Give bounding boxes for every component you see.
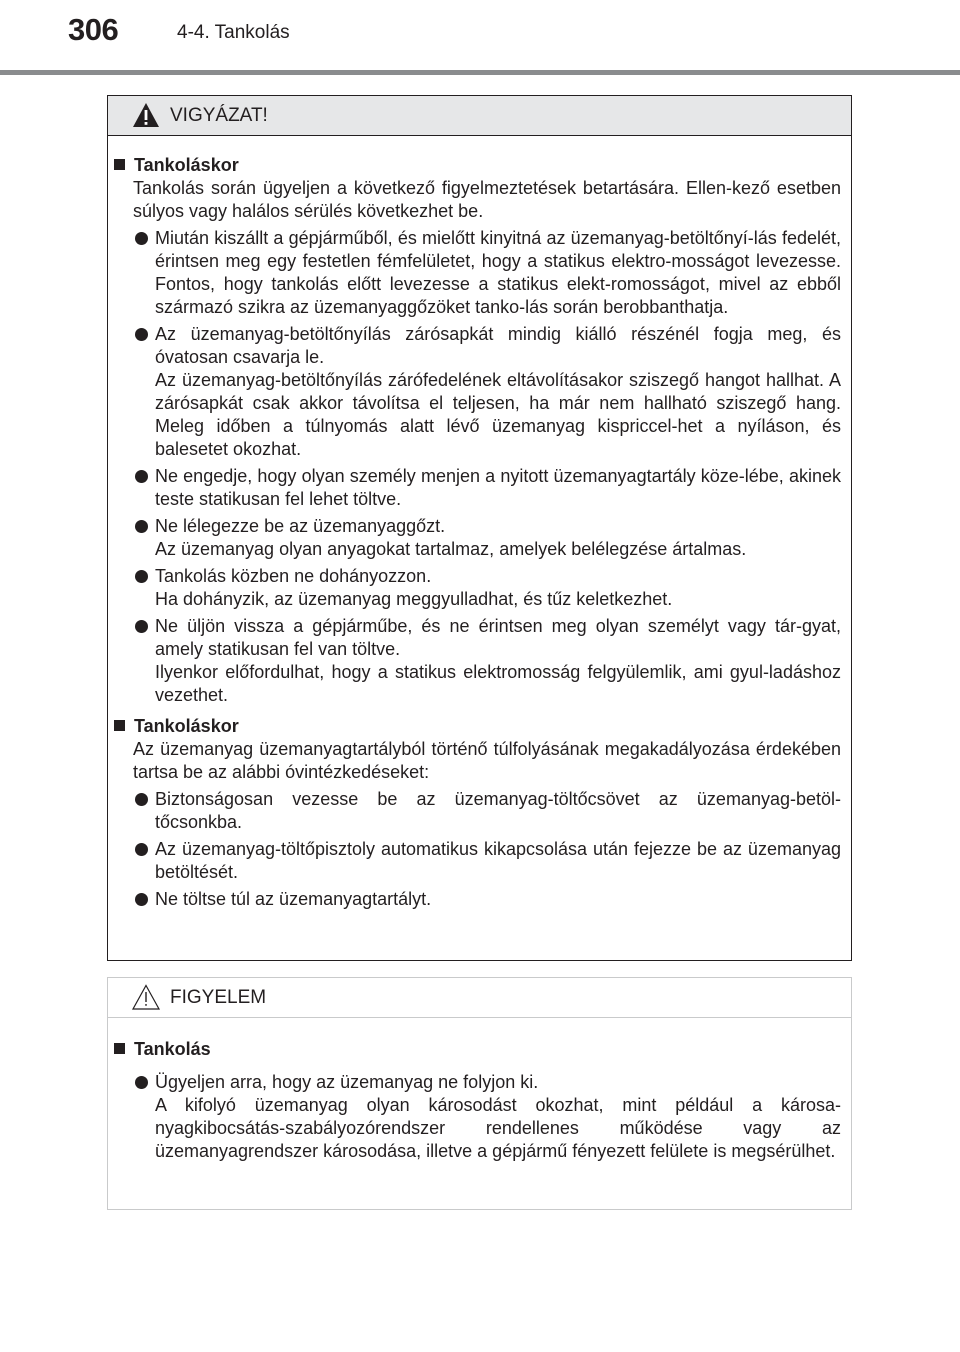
bullet-icon [135, 328, 148, 341]
warning-box-header [108, 96, 851, 136]
bullet-icon [135, 620, 148, 633]
list-item: Az üzemanyag-betöltőnyílás zárósapkát mindig kiálló részénél fogja meg, és óvatosan csavarja le. Az üzemanyag-betöltőnyílás zárófedelének eltávolításakor sziszegő hangot hallhat. A zárósapkát csak akkor távolítsa el teljesen, ha már nem hallható sziszegő hang. Meleg időben a túlnyomás alatt lévő üzemanyag kispriccel-het a nyíláson, és balesetet okozhat. [108, 323, 841, 461]
section-heading: Tankoláskor [108, 154, 841, 177]
page-number: 306 [68, 12, 119, 47]
warning-body [108, 136, 851, 911]
bullet-icon [135, 570, 148, 583]
list-item: Biztonságosan vezesse be az üzemanyag-töltőcsövet az üzemanyag-betöl-tőcsonkba. [108, 788, 841, 834]
warning-triangle-filled-icon [131, 101, 161, 129]
section-heading: Tankoláskor [108, 715, 841, 738]
bullet-icon [135, 893, 148, 906]
list-item: Az üzemanyag-töltőpisztoly automatikus kikapcsolása után fejezze be az üzemanyag betöltését. [108, 838, 841, 884]
section-title: 4-4. Tankolás [177, 22, 290, 43]
warning-triangle-outline-icon [131, 983, 161, 1011]
section-intro: Az üzemanyag üzemanyagtartályból történő túlfolyásának megakadályozása érdekében tartsa be az alábbi óvintézkedéseket: [133, 739, 841, 782]
bullet-icon [135, 232, 148, 245]
bullet-icon [135, 843, 148, 856]
notice-box-header [108, 978, 851, 1018]
page-header [0, 0, 960, 80]
bullet-icon [135, 520, 148, 533]
list-item: Tankolás közben ne dohányozzon. Ha dohányzik, az üzemanyag meggyulladhat, és tűz keletkezhet. [108, 565, 841, 611]
warning-title: VIGYÁZAT! [170, 105, 268, 126]
bullet-icon [135, 793, 148, 806]
notice-box [107, 977, 852, 1210]
notice-body [108, 1018, 851, 1163]
section-heading: Tankolás [108, 1038, 841, 1061]
list-item: Ne lélegezze be az üzemanyaggőzt. Az üzemanyag olyan anyagokat tartalmaz, amelyek belélegzése ártalmas. [108, 515, 841, 561]
header-rule [0, 70, 960, 75]
bullet-icon [135, 470, 148, 483]
list-item: Ne üljön vissza a gépjárműbe, és ne érintsen meg olyan személyt vagy tár-gyat, amely statikusan fel van töltve. Ilyenkor előfordulhat, hogy a statikus elektromosság felgyülemlik, ami gyul-ladáshoz vezethet. [108, 615, 841, 707]
section-intro: Tankolás során ügyeljen a következő figyelmeztetések betartására. Ellen-kező esetben súlyos vagy halálos sérülés következhet be. [133, 178, 841, 221]
list-item: Ne töltse túl az üzemanyagtartályt. [108, 888, 841, 911]
list-item: Ügyeljen arra, hogy az üzemanyag ne folyjon ki. A kifolyó üzemanyag olyan károsodást okozhat, mint például a károsa-nyagkibocsátás-szabályozórendszer rendellenes működése vagy az üzemanyagrendszer károsodása, illetve a gépjármű fényezett felülete is megsérülhet. [108, 1071, 841, 1163]
notice-title: FIGYELEM [170, 987, 267, 1008]
list-item: Ne engedje, hogy olyan személy menjen a nyitott üzemanyagtartály köze-lébe, akinek teste statikusan fel lehet töltve. [108, 465, 841, 511]
list-item: Miután kiszállt a gépjárműből, és mielőtt kinyitná az üzemanyag-betöltőnyí-lás fedelét, érintsen meg egy festetlen fémfelületet, hogy a statikus elektro-mosságot levezesse. Fontos, hogy tankolás előtt levezesse a statikus elekt-romosságot, mivel az ebből származó szikra az üzemanyaggőzöket tanko-lás során berobbanthatja. [108, 227, 841, 319]
warning-box [107, 95, 852, 961]
bullet-icon [135, 1076, 148, 1089]
